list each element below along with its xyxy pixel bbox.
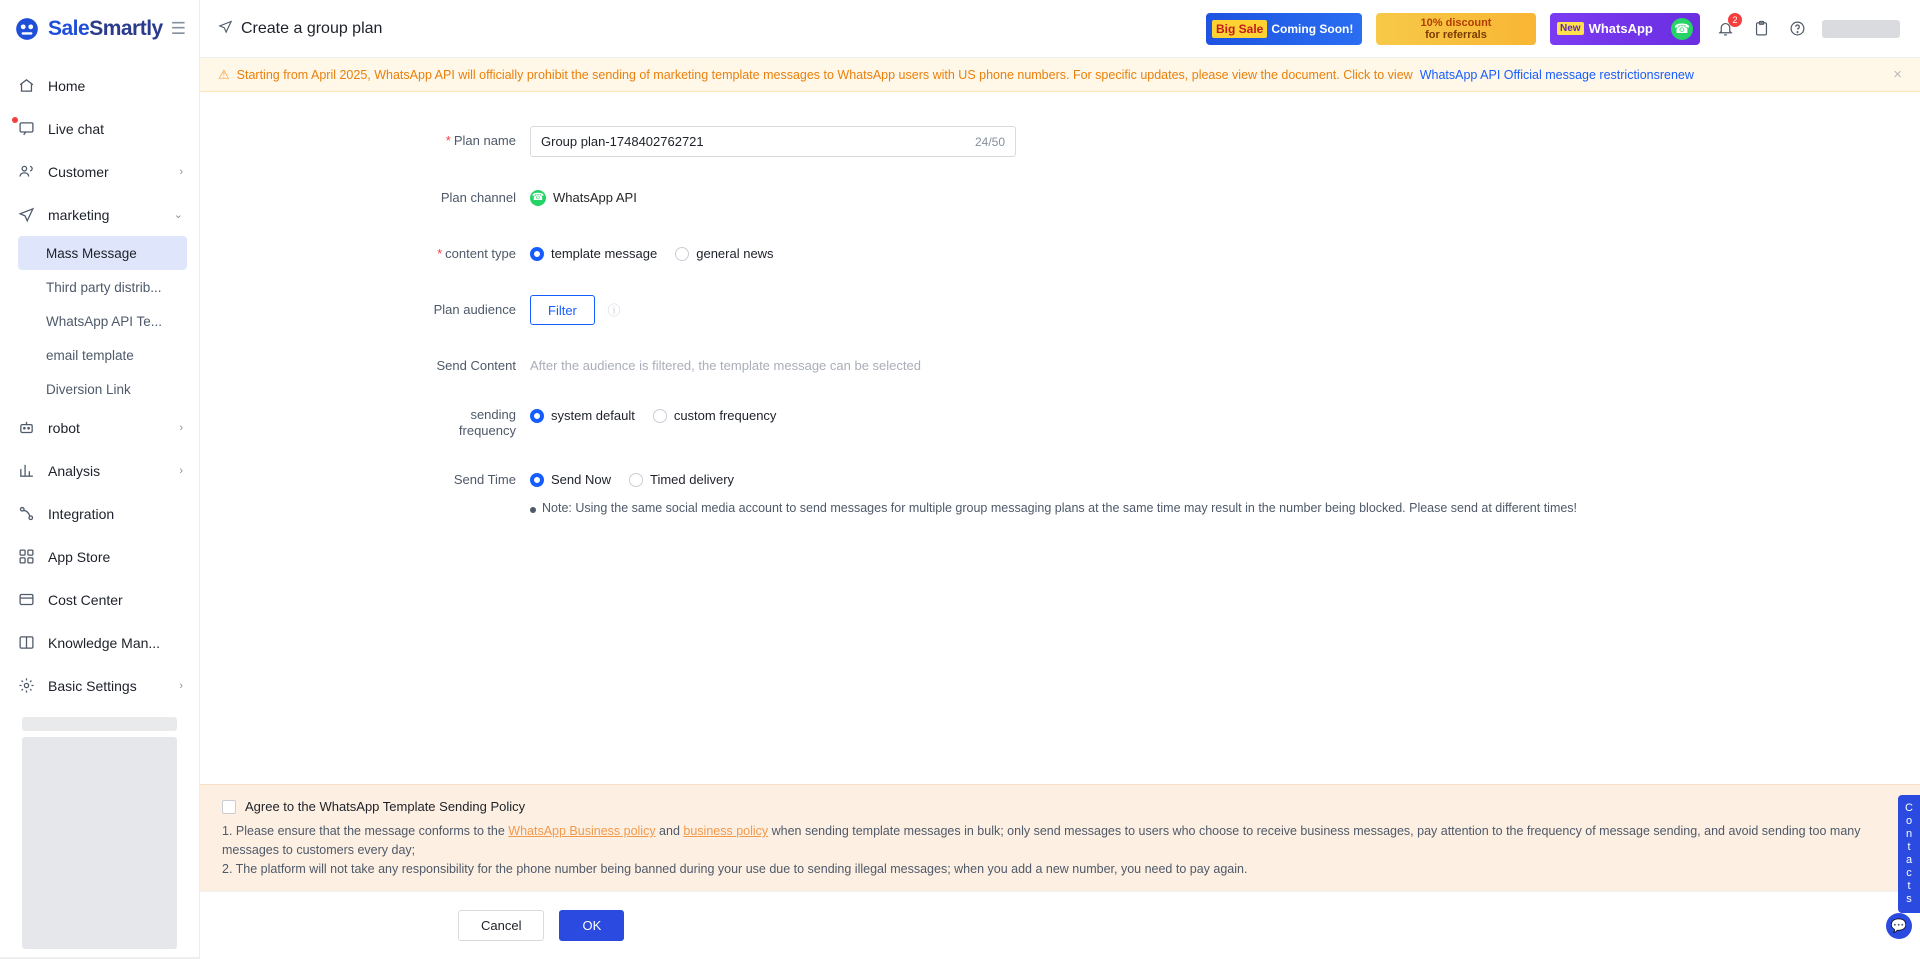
page-title-text: Create a group plan (241, 19, 383, 37)
field-sending-frequency (200, 401, 1920, 439)
radio-custom-frequency[interactable] (653, 401, 777, 431)
sidebar-item-label: App Store (48, 548, 111, 565)
help-icon[interactable] (1786, 18, 1808, 40)
sidebar-item-third-party-distribution[interactable] (0, 270, 199, 304)
plan-channel-label: Plan channel (440, 190, 516, 205)
plan-channel-field-wrap (530, 183, 1920, 213)
label-text: Plan name (453, 133, 516, 148)
send-icon (16, 205, 36, 225)
sidebar-item-cost-center[interactable] (0, 578, 199, 621)
radio-indicator (675, 247, 689, 261)
radio-label: system default (551, 408, 635, 423)
radio-template-message[interactable] (530, 239, 657, 269)
content-type-radio-group (530, 239, 1920, 269)
sidebar-item-label: marketing (48, 206, 110, 223)
filter-button[interactable]: Filter (530, 295, 595, 325)
sidebar-subitem-label: Third party distrib... (46, 279, 162, 295)
plan-name-field-wrap (530, 126, 1920, 157)
chart-icon (16, 461, 36, 481)
radio-send-now[interactable] (530, 465, 611, 495)
send-plane-icon (218, 19, 233, 38)
agreement-header (222, 797, 1898, 816)
chevron-down-icon: ⌄ (173, 209, 183, 221)
plan-channel-value: WhatsApp API (553, 190, 637, 205)
close-icon[interactable]: × (1893, 66, 1902, 83)
sending-frequency-radio-group (530, 401, 1920, 431)
content-type-field-wrap (530, 239, 1920, 269)
send-content-label: Send Content (436, 358, 516, 373)
page-title (218, 19, 382, 38)
sidebar-subitem-label: email template (46, 347, 134, 363)
business-policy-link[interactable]: business policy (683, 824, 769, 838)
sending-frequency-label-line2: frequency (458, 423, 516, 438)
ad-line1: 10% discount (1420, 16, 1492, 29)
radio-indicator (530, 409, 544, 423)
agreement-line1-suffix: when sending template messages in bulk; only send messages to users who choose to receive business messages, pay attention to the frequency of message sending, and avoid sending too many messages to customers every day; (222, 824, 1861, 857)
radio-general-news[interactable] (675, 239, 773, 269)
book-icon (16, 633, 36, 653)
sending-frequency-field-wrap (530, 401, 1920, 431)
plan-audience-field-wrap (530, 295, 1920, 325)
sidebar-subitem-label: Diversion Link (46, 381, 131, 397)
agreement-line-1 (222, 822, 1898, 860)
sidebar-promo-panel (22, 737, 177, 949)
sidebar-nav (0, 58, 199, 959)
label-text: content type (445, 246, 516, 261)
brand-name-part1: Sale (48, 17, 90, 40)
brand-name-part2: Smartly (89, 17, 163, 40)
sidebar-item-email-template[interactable] (0, 338, 199, 372)
sidebar-item-label: Home (48, 77, 86, 94)
notice-banner (200, 58, 1920, 92)
top-bar (200, 0, 1920, 58)
sidebar-item-label: Customer (48, 163, 109, 180)
agreement-line1-mid: and (655, 824, 684, 838)
sidebar-item-marketing[interactable] (0, 193, 199, 236)
sidebar-item-home[interactable] (0, 64, 199, 107)
sidebar-item-app-store[interactable] (0, 535, 199, 578)
agreement-line-2: 2. The platform will not take any responsibility for the phone number being banned during your use due to sending illegal messages; when you add a new number, you need to pay again. (222, 862, 1248, 876)
field-plan-name (200, 126, 1920, 157)
chevron-right-icon: › (179, 679, 183, 692)
agreement-panel (200, 784, 1920, 891)
plan-name-input[interactable] (530, 126, 1016, 157)
agree-checkbox-label: Agree to the WhatsApp Template Sending Policy (245, 799, 526, 814)
users-icon (16, 162, 36, 182)
ok-button[interactable]: OK (559, 910, 624, 941)
sending-frequency-label (200, 401, 530, 439)
sidebar-hidden-block (22, 717, 177, 731)
send-time-radio-group (530, 465, 1920, 495)
bullet-icon (530, 507, 536, 513)
field-plan-channel (200, 183, 1920, 213)
field-content-type (200, 239, 1920, 269)
radio-label: template message (551, 246, 658, 261)
bell-icon[interactable] (1714, 14, 1738, 40)
ad-text: Coming Soon! (1271, 21, 1354, 36)
ad-text: WhatsApp (1588, 21, 1653, 36)
plan-name-counter: 24/50 (974, 134, 1005, 149)
unread-dot (12, 117, 18, 123)
sidebar (0, 0, 200, 959)
cost-icon (16, 590, 36, 610)
send-time-note (530, 501, 1920, 515)
user-avatar-menu[interactable] (1822, 20, 1900, 38)
field-send-time (200, 465, 1920, 515)
warning-icon: ⚠ (218, 66, 230, 82)
sidebar-item-robot[interactable] (0, 406, 199, 449)
brand-name (48, 17, 163, 41)
apps-icon (16, 547, 36, 567)
sidebar-item-label: robot (48, 419, 80, 436)
notice-link[interactable]: WhatsApp API Official message restrictionsrenew (1419, 67, 1694, 82)
sidebar-item-basic-settings[interactable] (0, 664, 199, 707)
agreement-line1-prefix: 1. Please ensure that the message conforms to the (222, 824, 509, 838)
sidebar-item-label: Integration (48, 505, 115, 522)
contacts-rail[interactable]: Contacts (1898, 795, 1920, 913)
ad-tag: Big Sale (1212, 20, 1267, 38)
clipboard-icon[interactable] (1750, 18, 1772, 40)
whatsapp-icon: ☎ (530, 190, 546, 206)
sending-frequency-label-line1: sending (470, 407, 516, 422)
robot-icon (16, 418, 36, 438)
home-icon (16, 76, 36, 96)
chevron-right-icon: › (179, 421, 183, 434)
main-area (200, 0, 1920, 959)
send-time-field-wrap (530, 465, 1920, 515)
required-marker: * (437, 246, 443, 261)
sidebar-item-analysis[interactable] (0, 449, 199, 492)
radio-system-default[interactable] (530, 401, 635, 431)
chat-bubble-icon[interactable]: 💬 (1886, 913, 1912, 939)
plan-audience-label: Plan audience (433, 302, 516, 317)
sidebar-item-label: Live chat (48, 120, 105, 137)
plan-channel-value-row (530, 183, 1920, 213)
plan-name-value: Group plan-1748402762721 (541, 134, 704, 149)
form-footer (200, 891, 1920, 959)
send-content-placeholder: After the audience is filtered, the template message can be selected (530, 358, 921, 373)
sidebar-item-integration[interactable] (0, 492, 199, 535)
ad-line2: for referrals (1425, 28, 1487, 41)
send-time-note-text: Note: Using the same social media account to send messages for multiple group messaging plans at the same time may result in the number being blocked. Please send at different times! (542, 501, 1578, 515)
whatsapp-icon: ☎ (1671, 18, 1693, 40)
logo-row[interactable] (0, 0, 199, 58)
cancel-button[interactable]: Cancel (458, 910, 544, 941)
radio-label: Send Now (551, 472, 611, 487)
radio-indicator (530, 247, 544, 261)
salesmartly-logo-icon (14, 16, 40, 42)
send-time-label: Send Time (453, 472, 516, 487)
integration-icon (16, 504, 36, 524)
radio-label: general news (696, 246, 774, 261)
sidebar-item-live-chat[interactable] (0, 107, 199, 150)
sidebar-item-diversion-link[interactable] (0, 372, 199, 406)
sidebar-item-customer[interactable] (0, 150, 199, 193)
ad-banner-big-sale[interactable] (1206, 13, 1362, 45)
whatsapp-business-policy-link[interactable]: WhatsApp Business policy (508, 824, 656, 838)
info-icon[interactable]: ⓘ (607, 302, 621, 318)
radio-indicator (653, 409, 667, 423)
sidebar-item-label: Analysis (48, 462, 101, 479)
notification-badge: 2 (1728, 13, 1742, 27)
ad-banner-whatsapp[interactable] (1550, 13, 1700, 45)
sidebar-item-mass-message[interactable] (18, 236, 187, 270)
top-bar-right (1206, 13, 1900, 45)
chat-icon (16, 119, 36, 139)
radio-timed-delivery[interactable] (629, 465, 734, 495)
field-send-content (200, 351, 1920, 381)
sidebar-subitem-label: Mass Message (46, 245, 137, 261)
notice-text: Starting from April 2025, WhatsApp API will officially prohibit the sending of marketing template messages to WhatsApp users with US phone numbers. For specific updates, please view the document. Click to view (236, 67, 1413, 82)
sidebar-item-label: Basic Settings (48, 677, 137, 694)
ad-new-tag: New (1557, 22, 1584, 35)
ad-banner-referral[interactable] (1376, 13, 1536, 45)
send-content-field-wrap (530, 351, 1920, 381)
radio-indicator (530, 473, 544, 487)
collapse-sidebar-icon[interactable]: ☰ (170, 19, 186, 38)
sidebar-subitem-label: WhatsApp API Te... (46, 313, 163, 329)
sidebar-item-whatsapp-api-template[interactable] (0, 304, 199, 338)
sidebar-item-label: Cost Center (48, 591, 123, 608)
gear-icon (16, 676, 36, 696)
field-plan-audience (200, 295, 1920, 325)
radio-label: Timed delivery (649, 472, 735, 487)
radio-indicator (629, 473, 643, 487)
plan-name-label (200, 126, 530, 156)
sidebar-item-label: Knowledge Man... (48, 634, 161, 651)
required-marker: * (445, 133, 451, 148)
radio-label: custom frequency (673, 408, 777, 423)
agree-checkbox[interactable] (222, 800, 236, 814)
content-type-label (200, 239, 530, 269)
chevron-right-icon: › (179, 165, 183, 178)
sidebar-item-knowledge-management[interactable] (0, 621, 199, 664)
chevron-right-icon: › (179, 464, 183, 477)
